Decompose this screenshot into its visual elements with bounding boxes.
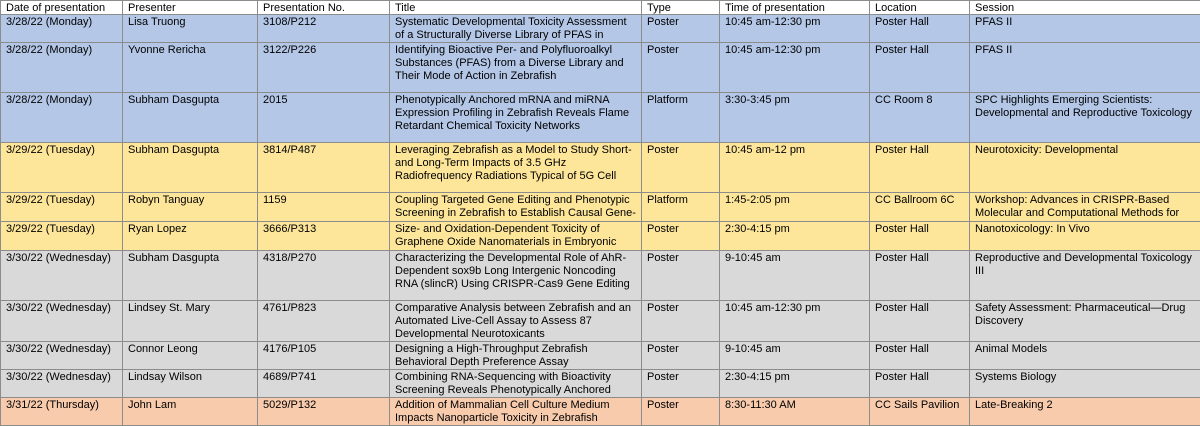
- cell-presenter-text: John Lam: [128, 399, 252, 412]
- cell-presentation-no: [258, 93, 390, 143]
- cell-date: [1, 370, 123, 398]
- cell-date: [1, 93, 123, 143]
- cell-date-text: 3/29/22 (Tuesday): [6, 144, 117, 157]
- cell-session-text: PFAS II: [975, 16, 1195, 29]
- cell-time: [720, 222, 870, 251]
- cell-type: [642, 301, 720, 342]
- cell-time-text: 10:45 am-12:30 pm: [725, 16, 864, 29]
- table-row: [1, 301, 1200, 342]
- cell-presenter-text: Lisa Truong: [128, 16, 252, 29]
- cell-date-text: 3/29/22 (Tuesday): [6, 223, 117, 236]
- cell-date: [1, 15, 123, 43]
- cell-presentation-no-text: 4689/P741: [263, 371, 384, 384]
- cell-date-text: 3/30/22 (Wednesday): [6, 343, 117, 356]
- cell-date: [1, 301, 123, 342]
- cell-presenter-text: Lindsey St. Mary: [128, 302, 252, 315]
- cell-location: [870, 193, 970, 222]
- cell-date: [1, 398, 123, 426]
- cell-location-text: CC Sails Pavilion: [875, 399, 964, 412]
- cell-type-text: Platform: [647, 194, 714, 207]
- cell-time-text: 9-10:45 am: [725, 252, 864, 265]
- cell-presentation-no-text: 4318/P270: [263, 252, 384, 265]
- cell-title-text: Characterizing the Developmental Role of AhR-Dependent sox9b Long Intergenic Noncoding RNA (slincR) Using CRISPR-Cas9 Gene Editing: [395, 252, 636, 291]
- cell-title-text: Designing a High-Throughput Zebrafish Behavioral Depth Preference Assay: [395, 343, 636, 369]
- cell-title-text: Addition of Mammalian Cell Culture Medium Impacts Nanoparticle Toxicity in Zebrafish: [395, 399, 636, 425]
- cell-date: [1, 143, 123, 193]
- cell-date-text: 3/28/22 (Monday): [6, 16, 117, 29]
- cell-date: [1, 193, 123, 222]
- table-row: [1, 222, 1200, 251]
- table-row: [1, 398, 1200, 426]
- table-row: [1, 193, 1200, 222]
- cell-session-text: Reproductive and Developmental Toxicology III: [975, 252, 1195, 278]
- header-presentation-no: Presentation No.: [258, 1, 390, 15]
- cell-session: [970, 398, 1200, 426]
- cell-session-text: Late-Breaking 2: [975, 399, 1195, 412]
- cell-presenter: [123, 398, 258, 426]
- cell-title: [390, 398, 642, 426]
- cell-session-text: SPC Highlights Emerging Scientists: Developmental and Reproductive Toxicology: [975, 94, 1195, 120]
- header-time: Time of presentation: [720, 1, 870, 15]
- cell-time-text: 9-10:45 am: [725, 343, 864, 356]
- cell-type-text: Poster: [647, 223, 714, 236]
- cell-presenter: [123, 342, 258, 370]
- cell-presentation-no-text: 4176/P105: [263, 343, 384, 356]
- cell-date-text: 3/29/22 (Tuesday): [6, 194, 117, 207]
- cell-presentation-no: [258, 370, 390, 398]
- cell-time: [720, 193, 870, 222]
- cell-time-text: 10:45 am-12:30 pm: [725, 302, 864, 315]
- cell-date: [1, 222, 123, 251]
- cell-presentation-no: [258, 251, 390, 301]
- cell-time: [720, 301, 870, 342]
- cell-presenter-text: Lindsay Wilson: [128, 371, 252, 384]
- cell-date-text: 3/30/22 (Wednesday): [6, 252, 117, 265]
- cell-presentation-no-text: 3666/P313: [263, 223, 384, 236]
- cell-session-text: Systems Biology: [975, 371, 1195, 384]
- cell-location: [870, 143, 970, 193]
- cell-type-text: Poster: [647, 44, 714, 57]
- cell-location: [870, 251, 970, 301]
- cell-session-text: Nanotoxicology: In Vivo: [975, 223, 1195, 236]
- cell-type-text: Poster: [647, 371, 714, 384]
- cell-presentation-no-text: 5029/P132: [263, 399, 384, 412]
- cell-location: [870, 370, 970, 398]
- table-row: [1, 342, 1200, 370]
- cell-type-text: Poster: [647, 399, 714, 412]
- cell-time: [720, 251, 870, 301]
- cell-title-text: Combining RNA-Sequencing with Bioactivity Screening Reveals Phenotypically Anchored: [395, 371, 636, 397]
- cell-title-text: Identifying Bioactive Per- and Polyfluoroalkyl Substances (PFAS) from a Diverse Library and Their Mode of Action in Zebrafish: [395, 44, 636, 83]
- cell-title-text: Coupling Targeted Gene Editing and Phenotypic Screening in Zebrafish to Establish Causal Gene-: [395, 194, 636, 220]
- cell-presenter-text: Subham Dasgupta: [128, 144, 252, 157]
- cell-title: [390, 342, 642, 370]
- cell-presentation-no: [258, 15, 390, 43]
- cell-presenter-text: Yvonne Rericha: [128, 44, 252, 57]
- cell-location-text: Poster Hall: [875, 252, 964, 265]
- cell-time-text: 3:30-3:45 pm: [725, 94, 864, 107]
- cell-presentation-no-text: 1159: [263, 194, 384, 207]
- cell-presentation-no-text: 3122/P226: [263, 44, 384, 57]
- cell-location: [870, 301, 970, 342]
- cell-type: [642, 370, 720, 398]
- header-title: Title: [390, 1, 642, 15]
- cell-location: [870, 93, 970, 143]
- cell-type-text: Poster: [647, 343, 714, 356]
- cell-time: [720, 342, 870, 370]
- cell-session: [970, 251, 1200, 301]
- table-row: [1, 251, 1200, 301]
- cell-session: [970, 301, 1200, 342]
- cell-type: [642, 251, 720, 301]
- table-row: [1, 370, 1200, 398]
- cell-type-text: Poster: [647, 144, 714, 157]
- cell-time-text: 10:45 am-12 pm: [725, 144, 864, 157]
- cell-presenter: [123, 15, 258, 43]
- cell-presentation-no: [258, 43, 390, 93]
- cell-date-text: 3/30/22 (Wednesday): [6, 371, 117, 384]
- cell-date: [1, 251, 123, 301]
- cell-location-text: CC Room 8: [875, 94, 964, 107]
- cell-presentation-no: [258, 143, 390, 193]
- cell-presenter: [123, 301, 258, 342]
- cell-session: [970, 93, 1200, 143]
- cell-presentation-no: [258, 301, 390, 342]
- cell-session: [970, 143, 1200, 193]
- cell-type-text: Poster: [647, 302, 714, 315]
- header-session: Session: [970, 1, 1200, 15]
- cell-type: [642, 93, 720, 143]
- cell-type: [642, 222, 720, 251]
- cell-session-text: Safety Assessment: Pharmaceutical—Drug Discovery: [975, 302, 1195, 328]
- cell-type-text: Poster: [647, 16, 714, 29]
- cell-time-text: 2:30-4:15 pm: [725, 371, 864, 384]
- cell-time-text: 8:30-11:30 AM: [725, 399, 864, 412]
- cell-presenter-text: Connor Leong: [128, 343, 252, 356]
- cell-date: [1, 43, 123, 93]
- cell-session: [970, 222, 1200, 251]
- cell-session-text: PFAS II: [975, 44, 1195, 57]
- cell-date: [1, 342, 123, 370]
- cell-type: [642, 342, 720, 370]
- cell-title: [390, 370, 642, 398]
- cell-presentation-no: [258, 193, 390, 222]
- header-row: [1, 1, 1200, 15]
- header-type: Type: [642, 1, 720, 15]
- cell-presenter: [123, 222, 258, 251]
- cell-type-text: Platform: [647, 94, 714, 107]
- cell-date-text: 3/31/22 (Thursday): [6, 399, 117, 412]
- cell-presenter: [123, 43, 258, 93]
- cell-presenter-text: Robyn Tanguay: [128, 194, 252, 207]
- cell-title: [390, 301, 642, 342]
- cell-type: [642, 43, 720, 93]
- table-row: [1, 143, 1200, 193]
- cell-time: [720, 398, 870, 426]
- header-presenter: Presenter: [123, 1, 258, 15]
- cell-title: [390, 15, 642, 43]
- cell-type: [642, 398, 720, 426]
- cell-type-text: Poster: [647, 252, 714, 265]
- cell-title: [390, 143, 642, 193]
- cell-location-text: Poster Hall: [875, 144, 964, 157]
- cell-presenter: [123, 193, 258, 222]
- cell-type: [642, 15, 720, 43]
- cell-title-text: Comparative Analysis between Zebrafish and an Automated Live-Cell Assay to Assess 87 Developmental Neurotoxicants: [395, 302, 636, 341]
- cell-title: [390, 193, 642, 222]
- cell-time: [720, 143, 870, 193]
- cell-location: [870, 342, 970, 370]
- cell-time: [720, 370, 870, 398]
- cell-session: [970, 193, 1200, 222]
- cell-time: [720, 43, 870, 93]
- cell-time: [720, 15, 870, 43]
- cell-title: [390, 93, 642, 143]
- cell-presenter: [123, 370, 258, 398]
- cell-location: [870, 43, 970, 93]
- cell-presentation-no-text: 4761/P823: [263, 302, 384, 315]
- header-date: Date of presentation: [1, 1, 123, 15]
- cell-location-text: Poster Hall: [875, 16, 964, 29]
- cell-title: [390, 222, 642, 251]
- cell-location-text: Poster Hall: [875, 44, 964, 57]
- cell-location-text: Poster Hall: [875, 343, 964, 356]
- cell-date-text: 3/28/22 (Monday): [6, 44, 117, 57]
- cell-location-text: CC Ballroom 6C: [875, 194, 964, 207]
- cell-location: [870, 398, 970, 426]
- cell-presenter-text: Subham Dasgupta: [128, 252, 252, 265]
- cell-time-text: 1:45-2:05 pm: [725, 194, 864, 207]
- cell-presenter-text: Subham Dasgupta: [128, 94, 252, 107]
- cell-presentation-no-text: 3814/P487: [263, 144, 384, 157]
- cell-presentation-no: [258, 342, 390, 370]
- cell-date-text: 3/28/22 (Monday): [6, 94, 117, 107]
- cell-presentation-no-text: 2015: [263, 94, 384, 107]
- cell-session-text: Animal Models: [975, 343, 1195, 356]
- cell-location-text: Poster Hall: [875, 223, 964, 236]
- cell-title-text: Size- and Oxidation-Dependent Toxicity of Graphene Oxide Nanomaterials in Embryonic: [395, 223, 636, 249]
- cell-presentation-no: [258, 222, 390, 251]
- cell-session: [970, 43, 1200, 93]
- cell-presenter-text: Ryan Lopez: [128, 223, 252, 236]
- table-row: [1, 43, 1200, 93]
- cell-session: [970, 15, 1200, 43]
- table-row: [1, 93, 1200, 143]
- cell-title: [390, 251, 642, 301]
- cell-date-text: 3/30/22 (Wednesday): [6, 302, 117, 315]
- cell-session-text: Neurotoxicity: Developmental: [975, 144, 1195, 157]
- cell-location-text: Poster Hall: [875, 371, 964, 384]
- cell-presenter: [123, 251, 258, 301]
- cell-session-text: Workshop: Advances in CRISPR-Based Molecular and Computational Methods for: [975, 194, 1195, 220]
- cell-title-text: Leveraging Zebrafish as a Model to Study Short- and Long-Term Impacts of 3.5 GHz Radiofrequency Radiations Typical of 5G Cell: [395, 144, 636, 183]
- cell-session: [970, 342, 1200, 370]
- cell-location: [870, 222, 970, 251]
- cell-location: [870, 15, 970, 43]
- cell-presenter: [123, 143, 258, 193]
- cell-presenter: [123, 93, 258, 143]
- cell-presentation-no-text: 3108/P212: [263, 16, 384, 29]
- cell-type: [642, 143, 720, 193]
- header-location: Location: [870, 1, 970, 15]
- cell-presentation-no: [258, 398, 390, 426]
- cell-title-text: Phenotypically Anchored mRNA and miRNA Expression Profiling in Zebrafish Reveals Flame Retardant Chemical Toxicity Networks: [395, 94, 636, 133]
- cell-time-text: 10:45 am-12:30 pm: [725, 44, 864, 57]
- cell-time: [720, 93, 870, 143]
- cell-session: [970, 370, 1200, 398]
- cell-type: [642, 193, 720, 222]
- table-row: [1, 15, 1200, 43]
- cell-location-text: Poster Hall: [875, 302, 964, 315]
- cell-title: [390, 43, 642, 93]
- cell-title-text: Systematic Developmental Toxicity Assessment of a Structurally Diverse Library of PFAS in: [395, 16, 636, 42]
- cell-time-text: 2:30-4:15 pm: [725, 223, 864, 236]
